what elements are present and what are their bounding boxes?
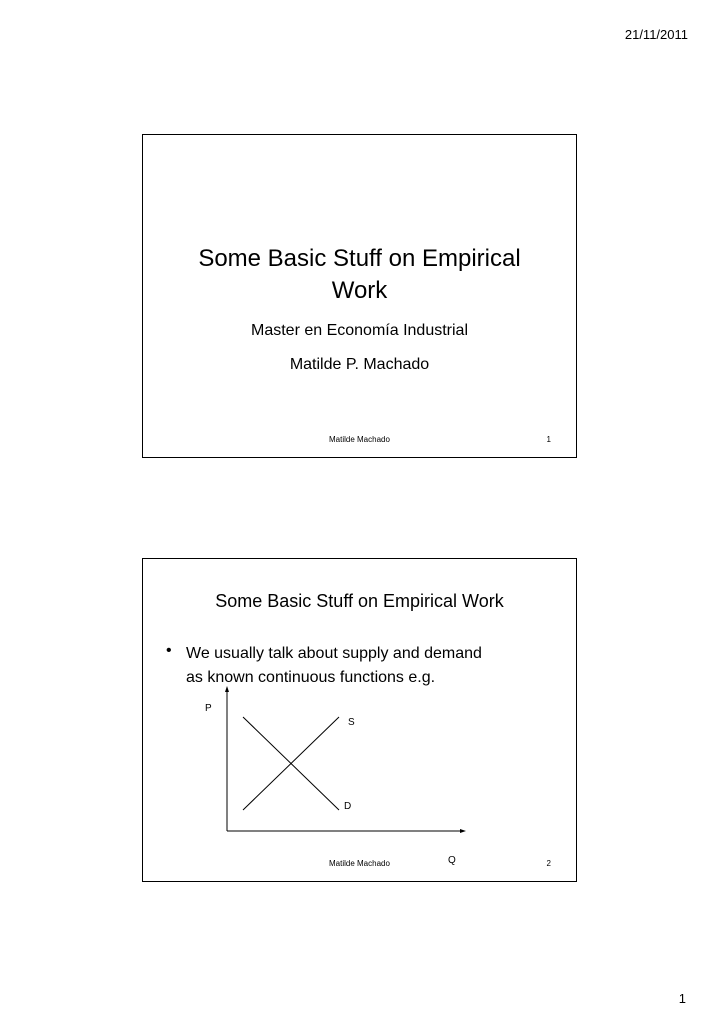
x-axis-label: Q (448, 855, 456, 866)
slide-2-bullet-line-2: as known continuous functions e.g. (186, 669, 436, 686)
slide-2-number: 2 (546, 859, 551, 868)
slide-2 (142, 558, 577, 882)
bullet-marker: • (166, 642, 172, 659)
x-axis-arrow (460, 829, 466, 833)
slide-1-title-line-2: Work (331, 277, 388, 304)
page-date: 21/11/2011 (624, 27, 688, 42)
slide-2-bullet-line-1: We usually talk about supply and demand (186, 645, 482, 662)
slide-1-subtitle-author: Matilde P. Machado (289, 356, 430, 373)
supply-label: S (348, 717, 355, 728)
y-axis-arrow (225, 686, 229, 692)
slide-1-title (143, 243, 576, 307)
demand-label: D (344, 801, 352, 812)
slide-1-title-line-1: Some Basic Stuff on Empirical (198, 245, 521, 272)
slide-1-number: 1 (546, 435, 551, 444)
slide-2-title: Some Basic Stuff on Empirical Work (215, 591, 504, 611)
y-axis-label: P (205, 703, 212, 714)
page-number: 1 (678, 991, 686, 1006)
slide-1-subtitle-course: Master en Economía Industrial (251, 322, 468, 339)
supply-demand-chart (143, 559, 578, 883)
slide-2-footer-author: Matilde Machado (329, 859, 390, 868)
slide-1 (142, 134, 577, 458)
slide-1-footer-author: Matilde Machado (329, 435, 390, 444)
